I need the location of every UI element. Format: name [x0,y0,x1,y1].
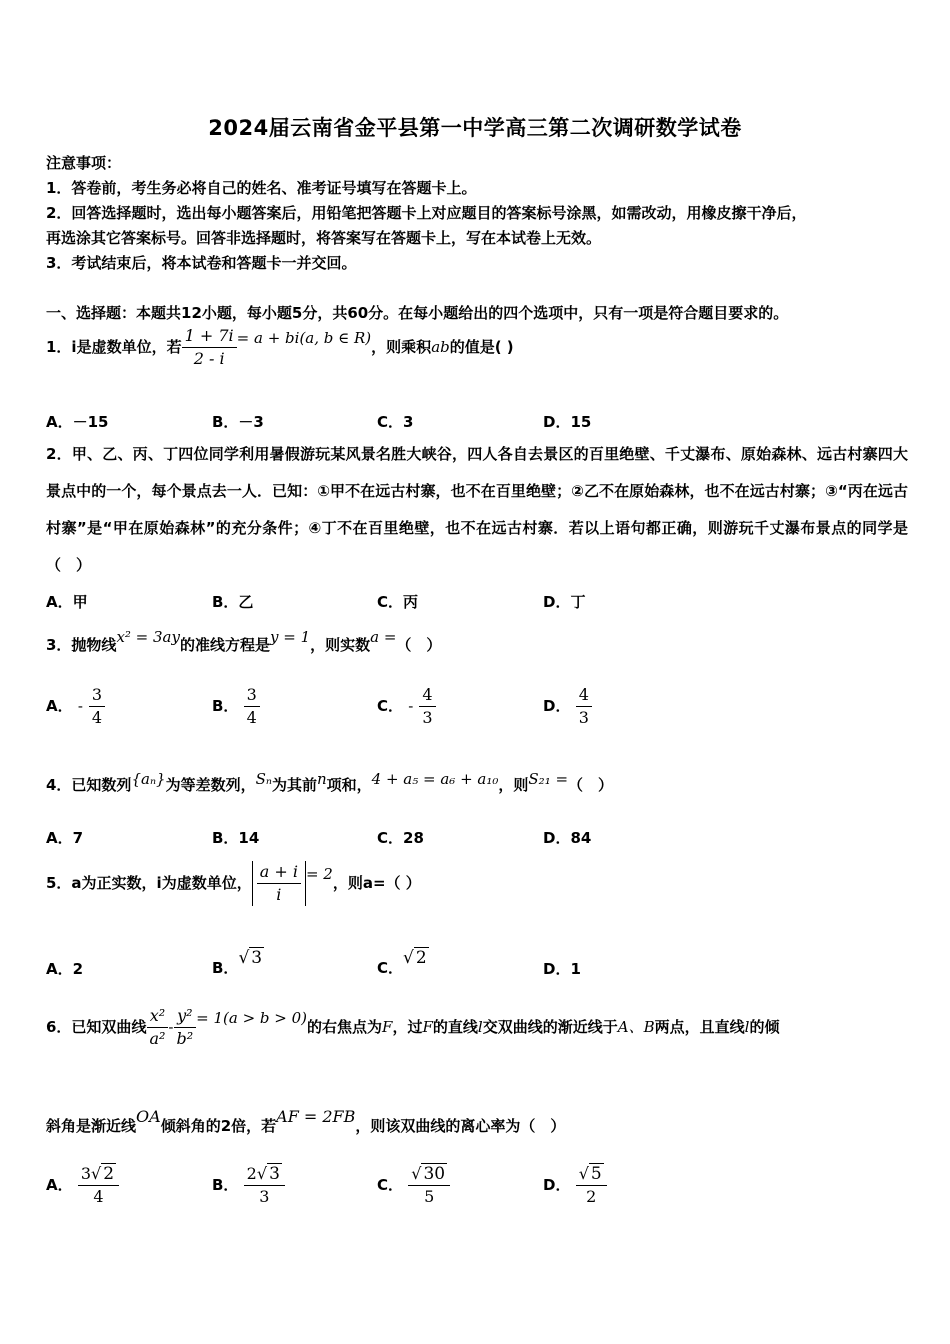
q1-equation: = a + bi(a, b ∈ R) [236,329,372,347]
q3-directrix: y = 1 [270,628,311,646]
q3-stem-end: （ ） [396,636,442,654]
q4-option-c: C．28 [377,829,424,847]
q5-option-c [377,948,429,978]
option-sign: - [408,697,414,715]
section-heading: 一、选择题：本题共12小题，每小题5分，共60分。在每小题给出的四个选项中，只有一项是符合题目要求的。 [46,304,789,322]
q6-option-d [543,1163,607,1208]
q4-equation: 4 + a₅ = a₆ + a₁₀ [371,770,499,788]
q4-stem-mid4: ，则 [498,776,529,794]
q1-option-d: D．15 [543,413,592,431]
page-title: 2024届云南省金平县第一中学高三第二次调研数学试卷 [208,116,742,140]
q3-option-d [543,684,592,729]
radicand: 2 [415,948,427,968]
option-label: A． [46,1176,73,1194]
notice-item: 再选涂其它答案标号。回答非选择题时，将答案写在答题卡上，写在本试卷上无效。 [46,229,602,247]
coefficient: 2 [246,1164,257,1183]
q3-stem-mid: 的准线方程是 [179,636,270,654]
q3-a-eq: a = [370,628,397,646]
notice-item: 2．回答选择题时，选出每小题答案后，用铅笔把答题卡上对应题目的答案标号涂黑，如需改动，用橡皮擦干净后， [46,204,807,222]
q3-stem-start: 3．抛物线 [46,636,117,654]
option-sqrt: √ 2 [403,948,427,968]
q5-fraction [257,861,301,906]
radicand: 2 [103,1164,115,1184]
fraction-num: √ 5 [576,1163,607,1186]
fraction-den: b² [176,1029,194,1048]
fraction-num: y² [174,1005,195,1028]
q4-stem-mid2: 为其前 [271,776,317,794]
option-label: D． [543,1176,571,1194]
option-fraction [419,684,435,729]
q6-stem-mid4: 交双曲线的渐近线于 [482,1018,618,1036]
q4-sequence: {aₙ} [131,770,166,788]
option-value: 1 [570,960,581,978]
q5-option-a [46,958,83,979]
question-5 [46,861,421,906]
q5-stem-end: ，则a=（ ） [332,874,421,892]
q4-option-d: D．84 [543,829,592,847]
option-sqrt: √ 3 [238,948,263,968]
q6-fraction-y [173,1005,196,1050]
notice-item: 1．答卷前，考生务必将自己的姓名、准考证号填写在答题卡上。 [46,179,477,197]
q2-option-c: C．丙 [377,593,419,611]
q3-option-a [46,684,105,729]
fraction-num: 3 [89,684,105,707]
option-label: C． [377,1176,404,1194]
fraction-num: x² [147,1005,168,1028]
option-fraction [244,1163,285,1208]
option-label: D． [543,697,571,715]
coefficient: 3 [80,1164,92,1183]
q5-fraction-num: a + i [257,861,301,884]
option-label: A． [46,960,73,978]
q6-line-l-2: l [744,1018,750,1036]
q1-option-c: C．3 [377,413,414,431]
fraction-num: 4 [576,684,592,707]
q2-option-a: A．甲 [46,593,88,611]
option-fraction [576,1163,607,1208]
q1-option-b: B．－3 [212,413,264,431]
option-fraction [89,684,105,729]
radicand: 5 [590,1164,602,1184]
q6-oa: OA [136,1107,161,1126]
q5-absolute-value [252,861,306,906]
q6-option-b [212,1163,285,1208]
q6-stem-end1: 的倾 [749,1018,780,1036]
q4-option-a: A．7 [46,829,84,847]
q6-fraction-x [146,1005,168,1050]
option-label: C． [377,959,404,977]
q4-stem-start: 4．已知数列 [46,776,132,794]
q3-option-b [212,684,260,729]
notice-item: 3．考试结束后，将本试卷和答题卡一并交回。 [46,254,357,272]
radicand: 30 [423,1164,446,1184]
fraction-num: 3√ 2 [78,1163,119,1186]
q3-equation: x² = 3ay [116,628,180,646]
fraction-den: 4 [93,1187,104,1206]
q1-stem-end: 的值是( ) [449,338,514,356]
q5-option-b [212,948,264,978]
option-label: B． [212,1176,239,1194]
q6-stem-line2-end: ，则该双曲线的离心率为（ ） [355,1117,566,1135]
option-fraction [78,1163,119,1208]
fraction-den: 3 [422,708,433,727]
q3-option-c [377,684,436,729]
q4-stem-end: （ ） [568,776,614,794]
q6-line-l: l [477,1018,483,1036]
q5-equation: = 2 [305,865,333,883]
q6-stem-line2-mid: 倾斜角的2倍，若 [160,1117,277,1135]
q5-option-d [543,958,581,979]
option-label: B． [212,697,239,715]
option-label: B． [212,959,239,977]
option-sign: - [77,697,83,715]
option-label: C． [377,697,404,715]
option-label: D． [543,960,571,978]
fraction-num: 3 [244,684,260,707]
fraction-num: 2√ 3 [244,1163,285,1186]
fraction-num: 4 [419,684,435,707]
q2-option-d: D．丁 [543,593,586,611]
option-fraction [408,1163,450,1208]
q6-points: A、B [617,1018,655,1036]
q5-stem-start: 5．a为正实数，i为虚数单位， [46,874,252,892]
q1-option-a: A．－15 [46,413,109,431]
q6-equation: = 1(a > b > 0) [196,1009,308,1027]
fraction-den: 2 [586,1187,597,1206]
q1-fraction-den: 2 - i [193,349,225,368]
fraction-den: 5 [424,1187,435,1206]
radicand: 3 [251,948,263,968]
question-3 [46,628,441,655]
q4-n: n [316,770,327,788]
q1-fraction [182,325,237,370]
option-fraction [576,684,592,729]
question-4 [46,770,613,795]
option-value: 2 [72,960,84,978]
q6-focus: F [382,1018,393,1036]
q1-stem-mid: ，则乘积 [371,338,432,356]
q6-option-a [46,1163,119,1208]
fraction-num: √ 30 [408,1163,450,1186]
q6-stem-line2-start: 斜角是渐近线 [46,1117,137,1135]
q4-stem-mid1: 为等差数列， [165,776,256,794]
q4-stem-mid3: 项和， [326,776,372,794]
q6-condition: AF = 2FB [276,1107,356,1126]
q2-option-b: B．乙 [212,593,254,611]
q4-s21: S₂₁ = [528,770,569,788]
fraction-den: 4 [246,708,257,727]
question-6-line-1 [46,1005,779,1050]
q1-ab: ab [431,338,450,356]
question-2: 2．甲、乙、丙、丁四位同学利用暑假游玩某风景名胜大峡谷，四人各自去景区的百里绝壁、千丈瀑布、原始森林、远古村寨四大景点中的一个，每个景点去一人．已知：①甲不在远古村寨，也不在百里绝壁；②乙不在原始森林，也不在远古村寨；③“丙在远古村寨”是“甲在原始森林”的充分条件；④丁不在百里绝壁，也不在远古村寨．若以上语句都正确，则游玩千丈瀑布景点的同学是（ ） [46,445,908,574]
fraction-den: a² [149,1029,166,1048]
fraction-den: 3 [259,1187,270,1206]
q4-sn: Sₙ [255,770,272,788]
q6-stem-mid1: 的右焦点为 [307,1018,383,1036]
option-label: A． [46,697,73,715]
radicand: 3 [269,1164,280,1184]
fraction-den: 4 [91,708,103,727]
q4-option-b: B．14 [212,829,260,847]
q5-fraction-den: i [276,885,282,904]
notice-heading: 注意事项： [46,154,122,172]
q6-minus: - [168,1018,174,1036]
q6-stem-mid3: 的直线 [432,1018,478,1036]
q6-stem-start: 6．已知双曲线 [46,1018,147,1036]
q6-option-c [377,1163,450,1208]
question-1 [46,325,514,370]
q1-stem-start: 1．i是虚数单位，若 [46,338,182,356]
q3-stem-mid2: ，则实数 [310,636,371,654]
q6-stem-mid5: 两点，且直线 [654,1018,745,1036]
q1-fraction-num: 1 + 7i [182,325,237,348]
fraction-den: 3 [578,708,589,727]
question-6-line-2 [46,1107,565,1136]
q6-stem-mid2: ，过 [392,1018,423,1036]
q6-focus-2: F [422,1018,433,1036]
option-fraction [244,684,260,729]
